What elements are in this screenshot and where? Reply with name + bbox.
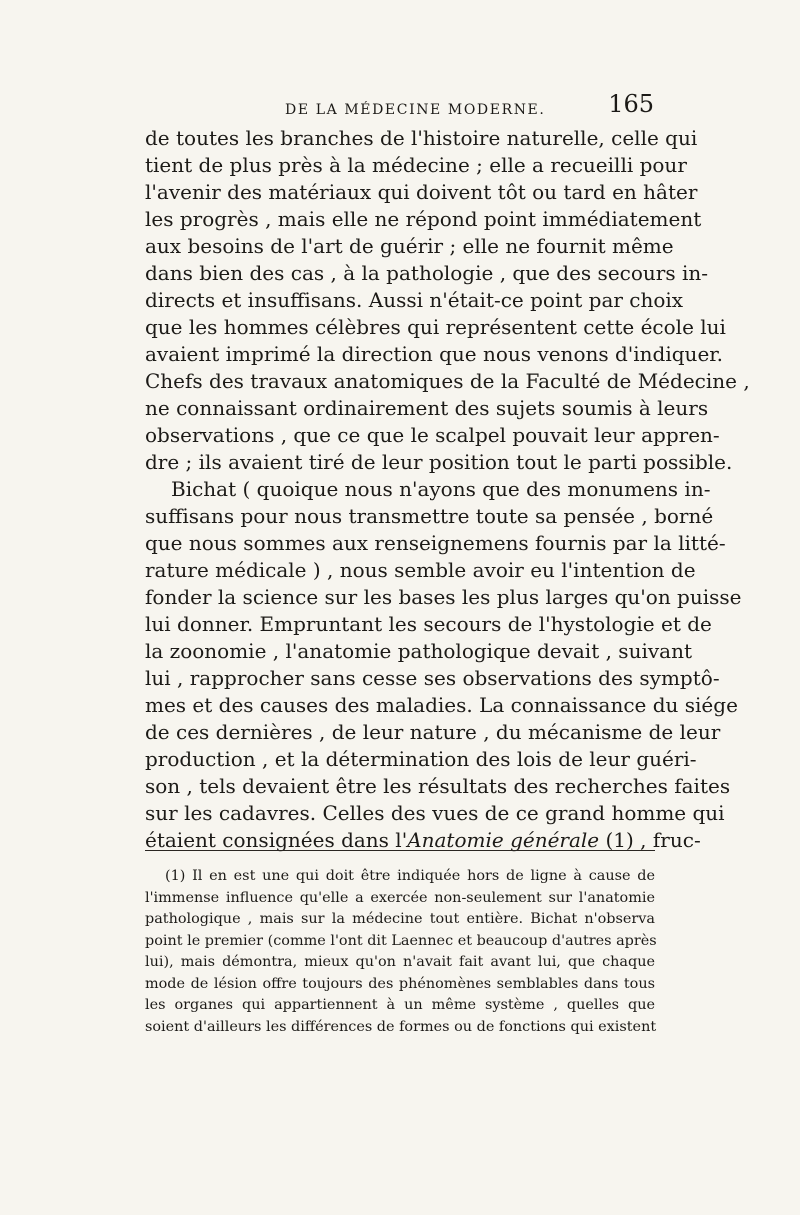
footnote-line: point le premier (comme l'ont dit Laennec et beaucoup d'autres après bbox=[145, 932, 657, 949]
text-line: lui , rapprocher sans cesse ses observations des symptô- bbox=[145, 666, 720, 690]
text-line: fonder la science sur les bases les plus larges qu'on puisse bbox=[145, 585, 742, 609]
footnote-line: (1) Il en est une qui doit être indiquée hors de ligne à cause de bbox=[165, 868, 655, 884]
footnote-line: les organes qui appartiennent à un même système , quelles que bbox=[145, 997, 655, 1013]
text-line: avaient imprimé la direction que nous venons d'indiquer. bbox=[145, 342, 723, 366]
text-line: production , et la détermination des lois de leur guéri- bbox=[145, 747, 697, 771]
italic-book-title: Anatomie générale bbox=[407, 828, 600, 852]
text-line: mes et des causes des maladies. La connaissance du siége bbox=[145, 693, 738, 717]
text-line: rature médicale ) , nous semble avoir eu l'intention de bbox=[145, 558, 696, 582]
text-line: observations , que ce que le scalpel pouvait leur appren- bbox=[145, 423, 720, 447]
footnote-line: mode de lésion offre toujours des phénomènes semblables dans tous bbox=[145, 975, 655, 992]
text-line: les progrès , mais elle ne répond point immédiatement bbox=[145, 207, 702, 231]
footnote-line: l'immense influence qu'elle a exercée non-seulement sur l'anatomie bbox=[145, 889, 655, 906]
footnote bbox=[145, 866, 655, 1038]
text-line: la zoonomie , l'anatomie pathologique devait , suivant bbox=[145, 639, 692, 663]
text-line: de toutes les branches de l'histoire naturelle, celle qui bbox=[145, 126, 698, 150]
running-head bbox=[145, 90, 660, 124]
text-line: lui donner. Empruntant les secours de l'hystologie et de bbox=[145, 612, 712, 636]
text-line: suffisans pour nous transmettre toute sa pensée , borné bbox=[145, 504, 714, 528]
text-line: dans bien des cas , à la pathologie , que des secours in- bbox=[145, 261, 708, 285]
text-line: de ces dernières , de leur nature , du mécanisme de leur bbox=[145, 720, 721, 744]
paragraph-start-line: Bichat ( quoique nous n'ayons que des monumens in- bbox=[171, 477, 711, 501]
text-line: sur les cadavres. Celles des vues de ce grand homme qui bbox=[145, 801, 725, 825]
footnote-line: lui), mais démontra, mieux qu'on n'avait fait avant lui, que chaque bbox=[145, 954, 655, 970]
body-text bbox=[145, 125, 750, 854]
footnote-line: soient d'ailleurs les différences de formes ou de fonctions qui existent bbox=[145, 1018, 657, 1035]
page-number: 165 bbox=[608, 90, 654, 118]
running-title: DE LA MÉDECINE MODERNE. bbox=[285, 102, 546, 118]
text-line: l'avenir des matériaux qui doivent tôt ou tard en hâter bbox=[145, 180, 698, 204]
text-line: ne connaissant ordinairement des sujets soumis à leurs bbox=[145, 396, 709, 420]
text-line: aux besoins de l'art de guérir ; elle ne fournit même bbox=[145, 234, 674, 258]
footnote-divider bbox=[145, 850, 655, 851]
footnote-line: pathologique , mais sur la médecine tout entière. Bichat n'observa bbox=[145, 911, 655, 927]
text-line: que les hommes célèbres qui représentent cette école lui bbox=[145, 315, 726, 339]
text-line: que nous sommes aux renseignemens fournis par la litté- bbox=[145, 531, 726, 555]
text-line: tient de plus près à la médecine ; elle a recueilli pour bbox=[145, 153, 687, 177]
text-line: directs et insuffisans. Aussi n'était-ce point par choix bbox=[145, 288, 684, 312]
text-line: dre ; ils avaient tiré de leur position tout le parti possible. bbox=[145, 450, 733, 474]
text-fragment: étaient consignées dans l' bbox=[145, 828, 408, 852]
text-line: son , tels devaient être les résultats des recherches faites bbox=[145, 774, 731, 798]
text-fragment: (1) , fruc- bbox=[599, 828, 701, 852]
text-line: Chefs des travaux anatomiques de la Faculté de Médecine , bbox=[145, 369, 750, 393]
